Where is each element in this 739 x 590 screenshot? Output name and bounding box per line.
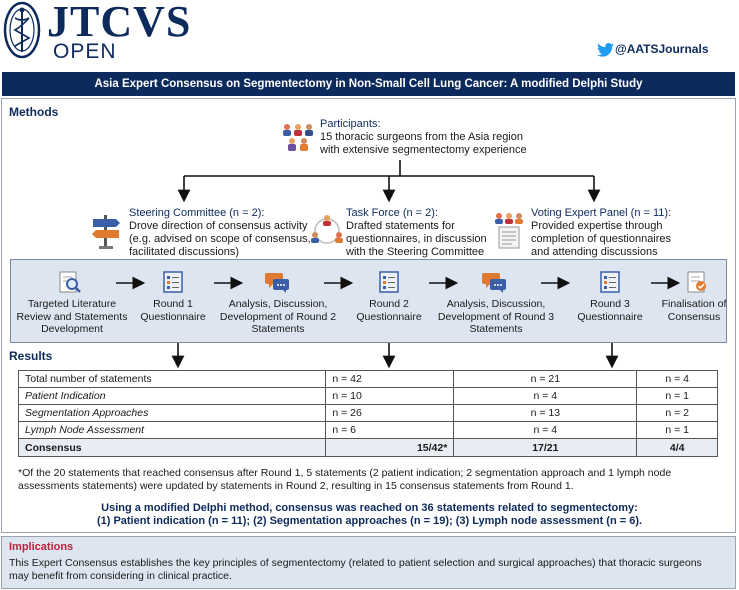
- round-1-value: n = 10: [326, 388, 454, 405]
- table-row: [19, 422, 718, 439]
- steering-committee-line-3: facilitated discussions): [129, 246, 240, 258]
- step-label-line: Targeted Literature: [27, 298, 117, 310]
- round-3-consensus: 4/4: [637, 439, 718, 457]
- participants-title: Participants:: [320, 118, 381, 130]
- voting-panel-line-1: Provided expertise through: [531, 220, 663, 232]
- step-label-line: Analysis, Discussion,: [446, 298, 546, 310]
- step-label-line: Development of Round 2: [219, 310, 337, 323]
- results-heading: Results: [9, 349, 53, 363]
- footnote-line-2: assessments statements) were updated by statements in Round 2, resulting in 15 consensus statements from Round 1.: [18, 480, 574, 492]
- methods-heading: Methods: [9, 105, 59, 119]
- implications-line-2: may benefit from considering in clinical practice.: [9, 570, 232, 582]
- step-label-line: Questionnaire: [140, 310, 206, 323]
- footnote-line-1: *Of the 20 statements that reached consensus after Round 1, 5 statements (2 patient indication; 2 segmentation approach and 1 lymph node: [18, 467, 672, 479]
- results-summary-line-2: (1) Patient indication (n = 11); (2) Segmentation approaches (n = 19); (3) Lymph node assessment (n = 6).: [96, 515, 643, 527]
- steering-committee-line-1: Drove direction of consensus activity: [129, 220, 308, 232]
- implications-line-1: This Expert Consensus establishes the key principles of segmentectomy (related to patient selection and surgical approaches) that thoracic surgeons: [9, 557, 702, 569]
- page-title: Asia Expert Consensus on Segmentectomy in Non-Small Cell Lung Cancer: A modified Delphi Study: [2, 72, 735, 96]
- step-label-line: Round 2: [369, 298, 409, 310]
- round-1-consensus: 15/42*: [326, 439, 454, 457]
- results-summary-line-1: Using a modified Delphi method, consensus was reached on 36 statements related to segmentectomy:: [101, 502, 638, 514]
- round-3-value: n = 1: [637, 388, 718, 405]
- step-label-line: Statements: [251, 323, 305, 335]
- row-label: Lymph Node Assessment: [19, 422, 326, 439]
- step-label-line: Development: [41, 323, 103, 335]
- step-label-line: Questionnaire: [356, 310, 422, 323]
- round-2-value: n = 4: [454, 422, 637, 439]
- consensus-label: Consensus: [19, 439, 326, 457]
- round-3-value: n = 4: [637, 371, 718, 388]
- voting-panel-line-2: completion of questionnaires: [531, 233, 672, 245]
- step-label-line: Statements: [469, 323, 523, 335]
- table-row: [19, 388, 718, 405]
- steering-committee-line-2: (e.g. advised on scope of consensus,: [129, 233, 311, 245]
- step-label-line: Consensus: [667, 310, 721, 323]
- step-label-line: Analysis, Discussion,: [228, 298, 328, 310]
- step-label-line: Finalisation of: [661, 298, 727, 310]
- round-3-value: n = 2: [637, 405, 718, 422]
- journal-logo-subtext: OPEN: [53, 40, 117, 63]
- implications-heading: Implications: [9, 541, 74, 553]
- participants-line-2: with extensive segmentectomy experience: [320, 144, 527, 156]
- journal-logo-text: JTCVS: [47, 0, 192, 46]
- task-force-line-1: Drafted statements for: [346, 220, 455, 232]
- step-label-line: Round 1: [153, 298, 193, 310]
- task-force-title: Task Force (n = 2):: [346, 207, 439, 219]
- task-force-line-2: questionnaires, in discussion: [346, 233, 487, 245]
- steering-committee-title: Steering Committee (n = 2):: [129, 207, 265, 219]
- step-label-line: Review and Statements: [16, 310, 128, 323]
- step-label-line: Development of Round 3: [437, 310, 555, 323]
- participants-line-1: 15 thoracic surgeons from the Asia region: [320, 131, 524, 143]
- row-label: Total number of statements: [19, 371, 326, 388]
- voting-panel-title: Voting Expert Panel (n = 11):: [531, 207, 672, 219]
- round-2-value: n = 13: [454, 405, 637, 422]
- row-label: Patient Indication: [19, 388, 326, 405]
- twitter-handle[interactable]: @AATSJournals: [615, 42, 709, 56]
- row-label: Segmentation Approaches: [19, 405, 326, 422]
- results-table: [18, 370, 718, 457]
- table-row: [19, 405, 718, 422]
- round-1-value: n = 42: [326, 371, 454, 388]
- table-row: [19, 371, 718, 388]
- step-label-line: Questionnaire: [577, 310, 643, 323]
- round-2-value: n = 4: [454, 388, 637, 405]
- round-1-value: n = 26: [326, 405, 454, 422]
- voting-panel-line-3: and attending discussions: [531, 246, 658, 258]
- round-2-consensus: 17/21: [454, 439, 637, 457]
- task-force-line-3: with the Steering Committee: [346, 246, 485, 258]
- consensus-row: [19, 439, 718, 457]
- round-1-value: n = 6: [326, 422, 454, 439]
- step-label-line: Round 3: [590, 298, 630, 310]
- round-3-value: n = 1: [637, 422, 718, 439]
- round-2-value: n = 21: [454, 371, 637, 388]
